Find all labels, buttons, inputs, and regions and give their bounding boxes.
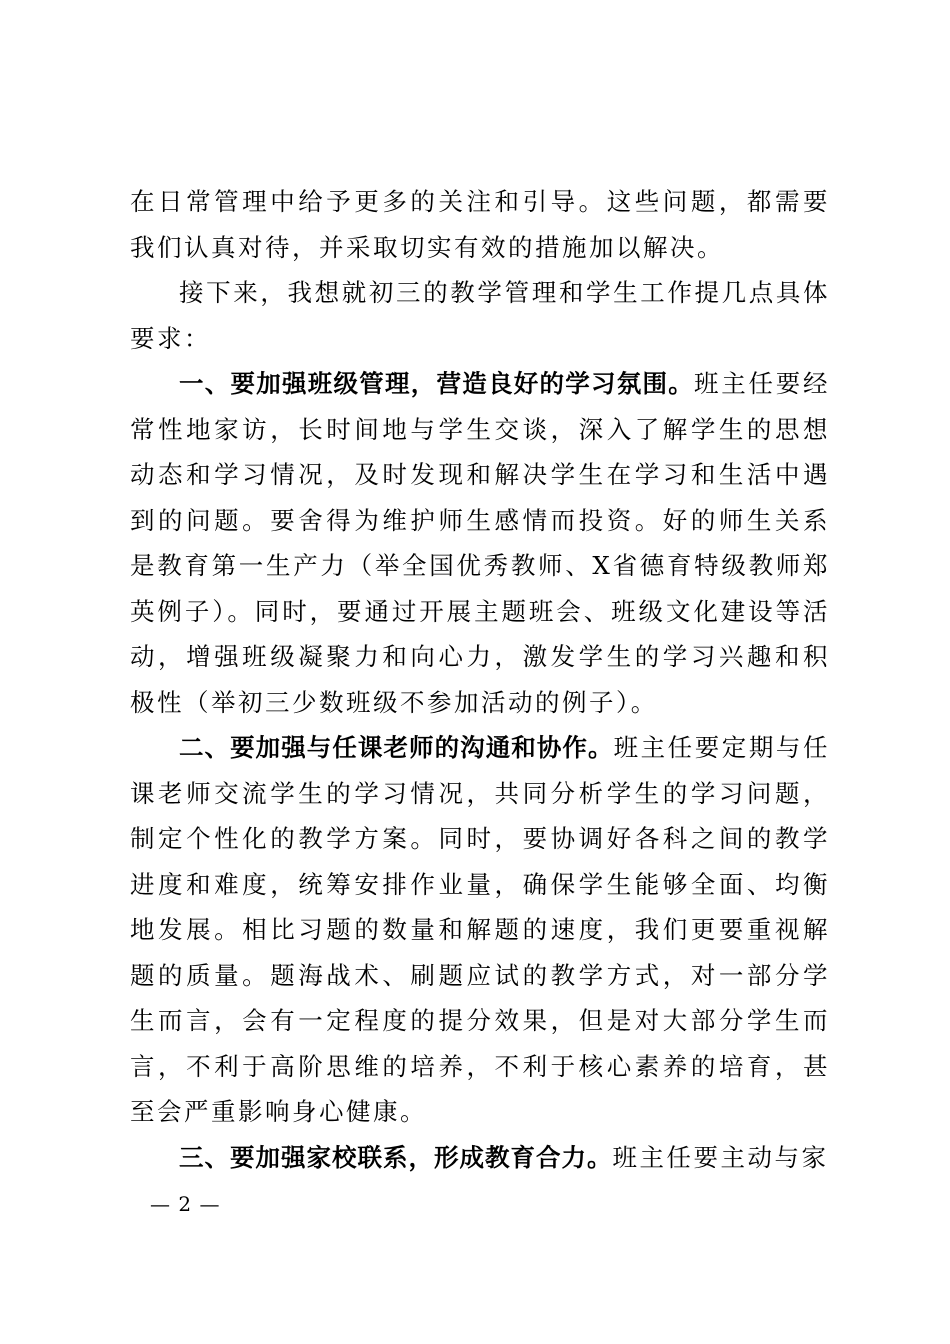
paragraph-heading: 二、要加强与任课老师的沟通和协作。 (179, 733, 614, 762)
paragraph-text: 在日常管理中给予更多的关注和引导。这些问题，都需要我们认真对待，并采取切实有效的措施加以解决。 (130, 187, 830, 262)
paragraph-point-2 (130, 725, 830, 1135)
paragraph-continuation (130, 179, 830, 270)
paragraph-heading: 三、要加强家校联系，形成教育合力。 (179, 1142, 613, 1172)
paragraph-heading: 一、要加强班级管理，营造良好的学习氛围。 (179, 369, 694, 398)
paragraph-text: 班主任要定期与任课老师交流学生的学习情况，共同分析学生的学习问题，制定个性化的教学方案。同时，要协调好各科之间的教学进度和难度，统筹安排作业量，确保学生能够全面、均衡地发展。相比习题的数量和解题的速度，我们更要重视解题的质量。题海战术、刷题应试的教学方式，对一部分学生而言，会有一定程度的提分效果，但是对大部分学生而言，不利于高阶思维的培养，不利于核心素养的培育，甚至会严重影响身心健康。 (130, 733, 830, 1126)
paragraph-intro (130, 270, 830, 361)
paragraph-text: 班主任要主动与家 (612, 1142, 829, 1172)
page-number: — 2 — (150, 1192, 221, 1216)
paragraph-text: 班主任要经常性地家访，长时间地与学生交谈，深入了解学生的思想动态和学习情况，及时发现和解决学生在学习和生活中遇到的问题。要舍得为维护师生感情而投资。好的师生关系是教育第一生产力（举全国优秀教师、X省德育特级教师郑英例子）。同时，要通过开展主题班会、班级文化建设等活动，增强班级凝聚力和向心力，激发学生的学习兴趣和积极性（举初三少数班级不参加活动的例子）。 (130, 369, 830, 717)
paragraph-text: 接下来，我想就初三的教学管理和学生工作提几点具体要求： (130, 278, 830, 353)
paragraph-point-1 (130, 361, 830, 725)
document-body (130, 179, 830, 1180)
paragraph-point-3 (130, 1135, 830, 1181)
